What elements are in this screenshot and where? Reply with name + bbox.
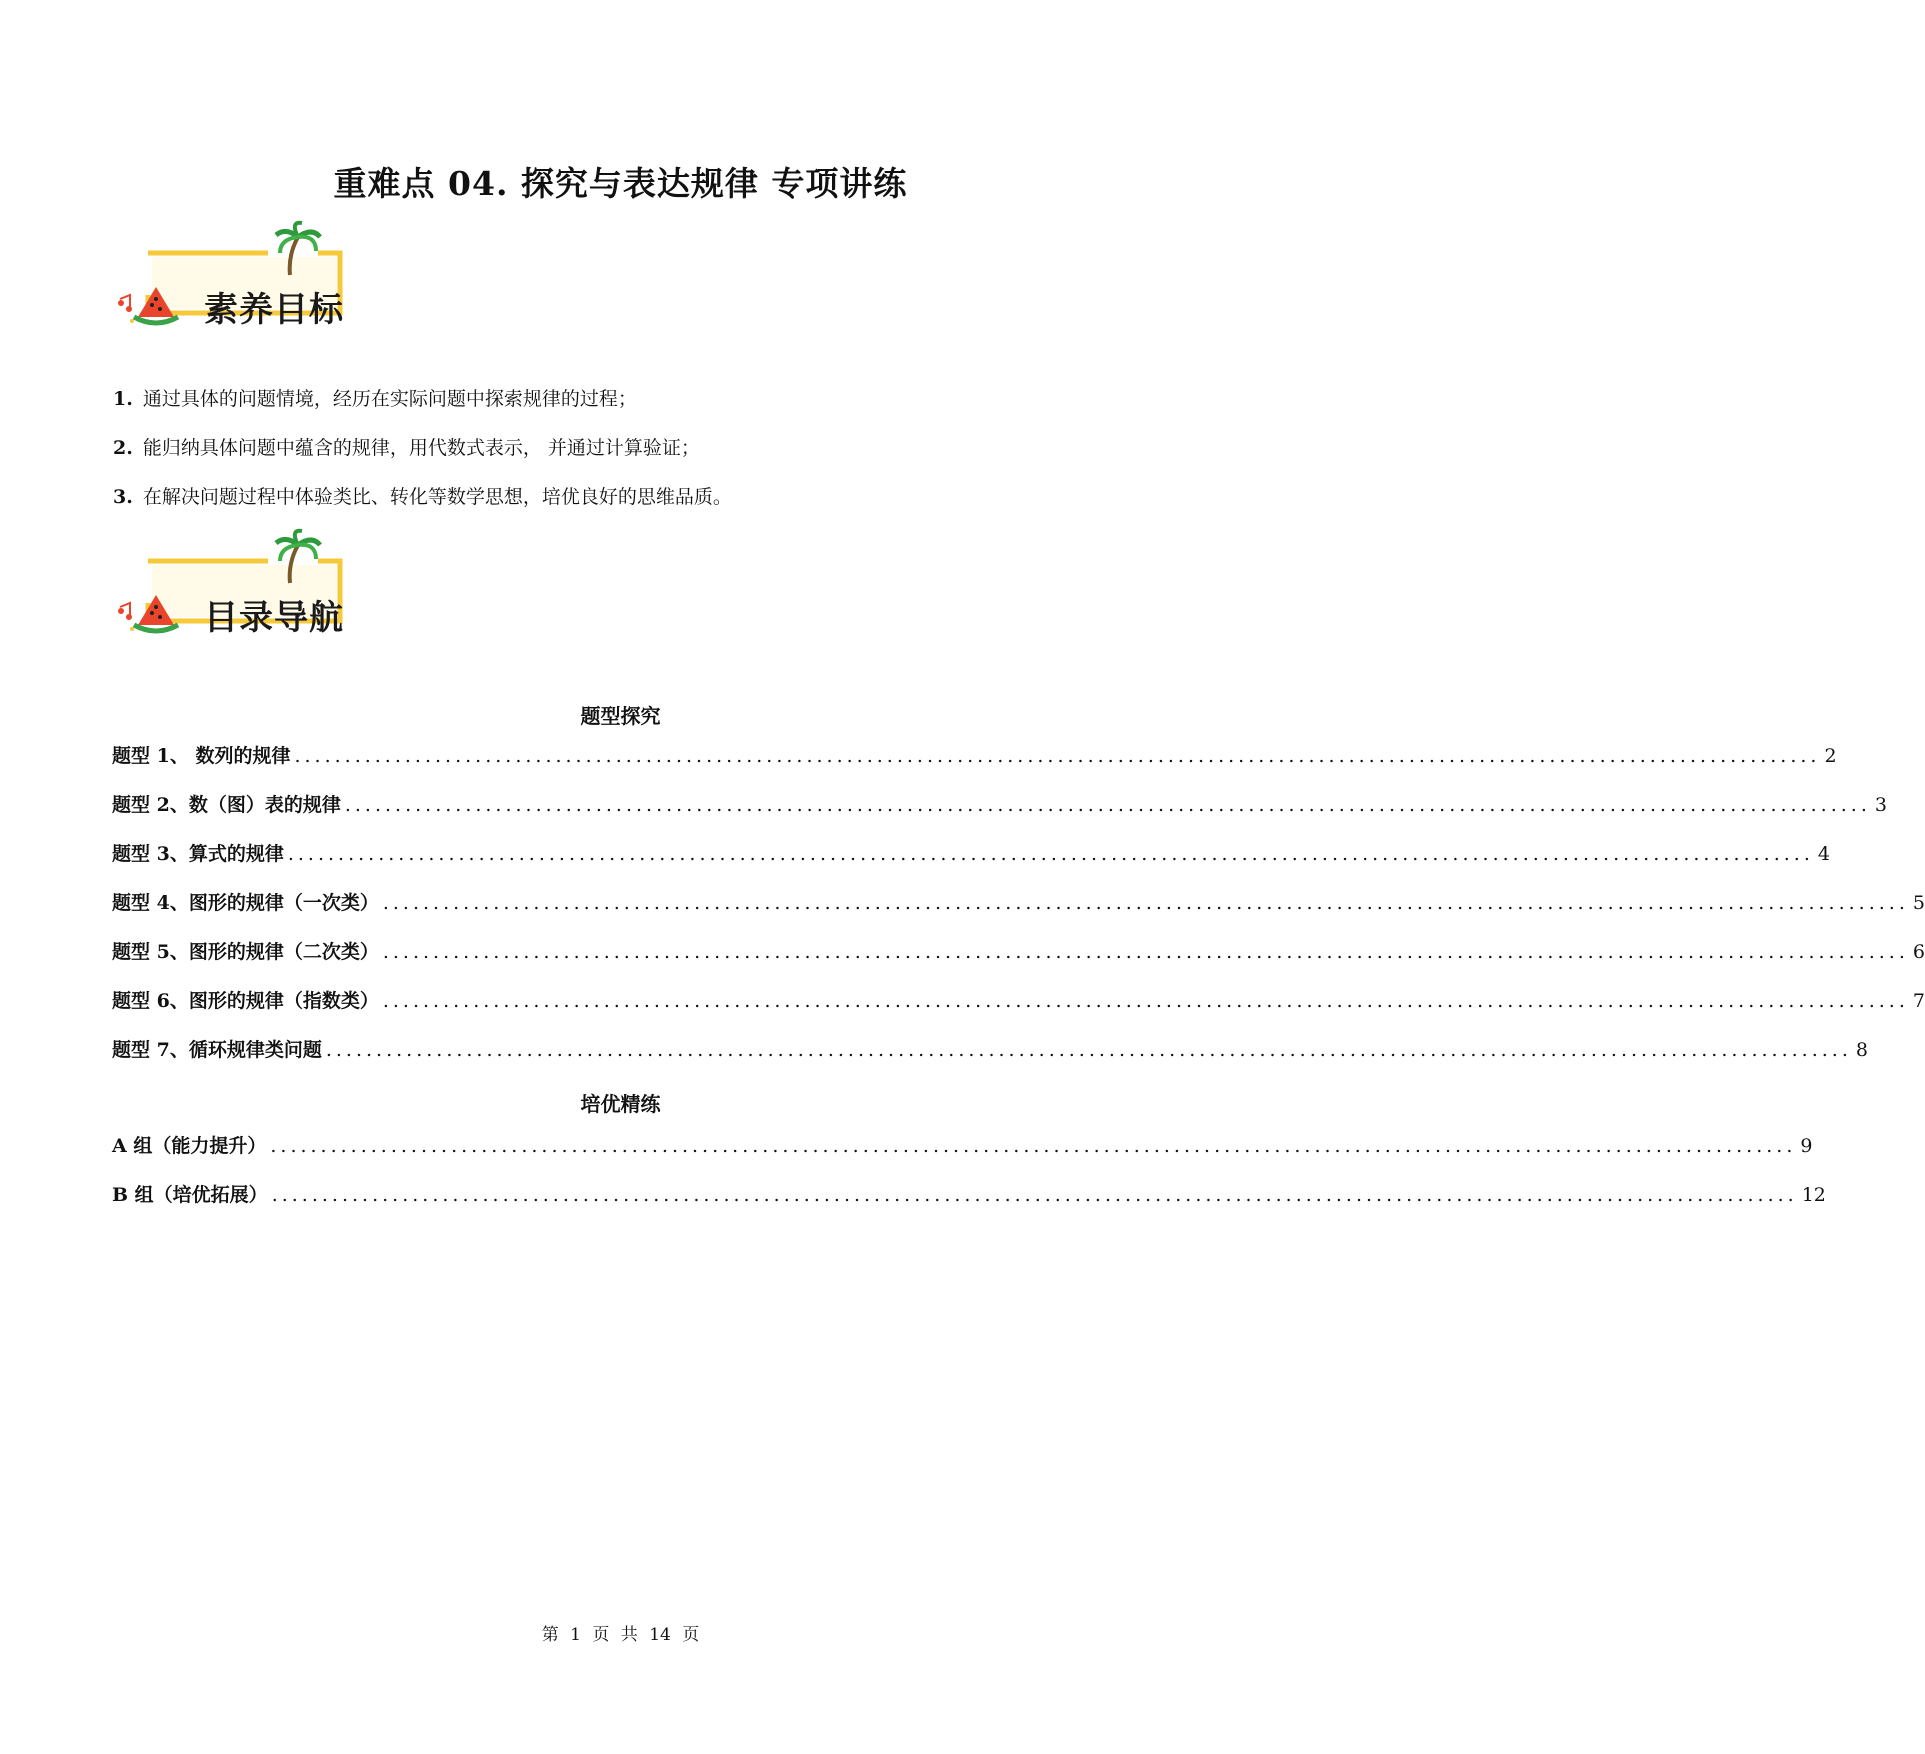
toc-entry-label: 题型 7、循环规律类问题: [112, 1039, 322, 1061]
toc-leader-dots: ........................................................................................................................................................: [287, 843, 1814, 865]
toc-entry[interactable]: [112, 745, 1837, 767]
toc-page-number: 7: [1912, 990, 1925, 1012]
goal-text: 通过具体的问题情境，经历在实际问题中探索规律的过程；: [142, 388, 637, 410]
toc-entry-label: 题型 3、算式的规律: [112, 843, 284, 865]
toc-leader-dots: ........................................................................................................................................................: [271, 1184, 1798, 1206]
toc-page-number: 12: [1801, 1184, 1826, 1206]
goal-number: 2.: [113, 437, 133, 459]
goal-item: [113, 390, 637, 409]
music-note-icon: [118, 295, 134, 323]
toc-page-number: 4: [1817, 843, 1830, 865]
toc-leader-dots: ........................................................................................................................................................: [382, 990, 1909, 1012]
toc-entry[interactable]: [112, 990, 1925, 1012]
toc-leader-dots: ........................................................................................................................................................: [294, 745, 1821, 767]
goal-number: 3.: [113, 486, 133, 508]
goal-item: [113, 439, 700, 458]
section-banner-toc: [118, 533, 388, 653]
toc-entry[interactable]: [112, 1135, 1813, 1157]
toc-entry-label: 题型 4、图形的规律（一次类）: [112, 892, 379, 914]
toc-page-number: 3: [1874, 794, 1887, 816]
music-note-icon: [118, 603, 134, 631]
toc-page-number: 2: [1824, 745, 1837, 767]
section-banner-goals: [118, 225, 388, 345]
toc-entry-label: A 组（能力提升）: [112, 1135, 267, 1157]
toc-entry[interactable]: [112, 941, 1925, 963]
toc-group-heading: 题型探究: [580, 704, 661, 728]
goal-text: 能归纳具体问题中蕴含的规律，用代数式表示， 并通过计算验证；: [142, 437, 700, 459]
toc-leader-dots: ........................................................................................................................................................: [382, 892, 1909, 914]
toc-entry[interactable]: [112, 843, 1830, 865]
toc-leader-dots: ........................................................................................................................................................: [270, 1135, 1797, 1157]
goal-item: [113, 488, 732, 507]
section-label-toc: 目录导航: [204, 598, 344, 638]
toc-entry-label: 题型 2、数（图）表的规律: [112, 794, 341, 816]
page-footer: 第 1 页 共 14 页: [541, 1625, 700, 1645]
section-label-goals: 素养目标: [204, 290, 344, 330]
page-title: 重难点 04. 探究与表达规律 专项讲练: [333, 164, 908, 203]
toc-entry[interactable]: [112, 1184, 1826, 1206]
goal-number: 1.: [113, 388, 133, 410]
toc-entry[interactable]: [112, 892, 1925, 914]
toc-leader-dots: ........................................................................................................................................................: [344, 794, 1871, 816]
toc-entry-label: 题型 6、图形的规律（指数类）: [112, 990, 379, 1012]
toc-entry-label: B 组（培优拓展）: [112, 1184, 268, 1206]
goal-text: 在解决问题过程中体验类比、转化等数学思想，培优良好的思维品质。: [142, 486, 732, 508]
toc-page-number: 6: [1912, 941, 1925, 963]
toc-leader-dots: ........................................................................................................................................................: [382, 941, 1909, 963]
toc-entry-label: 题型 1、 数列的规律: [112, 745, 291, 767]
toc-entry[interactable]: [112, 794, 1887, 816]
toc-page-number: 8: [1855, 1039, 1868, 1061]
toc-entry[interactable]: [112, 1039, 1868, 1061]
toc-leader-dots: ........................................................................................................................................................: [325, 1039, 1852, 1061]
toc-page-number: 5: [1912, 892, 1925, 914]
toc-entry-label: 题型 5、图形的规律（二次类）: [112, 941, 379, 963]
toc-page-number: 9: [1800, 1135, 1813, 1157]
toc-group-heading: 培优精练: [580, 1092, 661, 1116]
